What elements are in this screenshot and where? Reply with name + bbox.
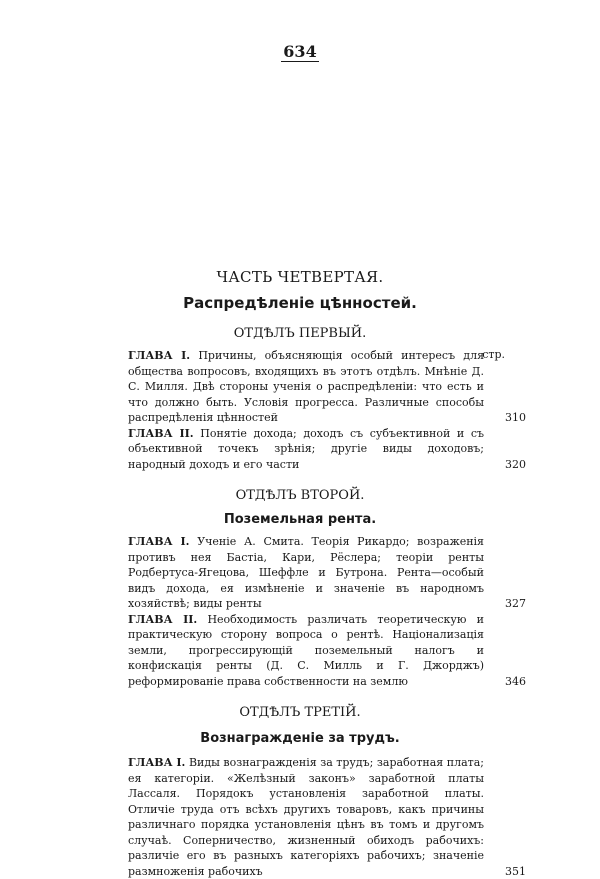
chapter-label: ГЛАВА II. [128,427,194,440]
section-title: ОТДѢЛЪ ПЕРВЫЙ. [0,324,600,344]
chapter-page-number: 346 [490,674,526,690]
chapter-label: ГЛАВА I. [128,535,190,548]
chapter-entry [128,534,484,612]
chapter-entry [128,348,484,426]
section-title: ОТДѢЛЪ ТРЕТІЙ. [0,703,600,723]
chapter-page-number: 327 [490,596,526,612]
chapter-entry [128,612,484,690]
chapter-description: Ученіе А. Смита. Теорія Рикардо; возраженія противъ нея Бастіа, Кари, Рёслера; теоріи ренты Родбертуса-Ягецова, Шеффле и Бутрона. Рента—особый видъ дохода, ея измѣненіе и значеніе въ народномъ хозяйствѣ; виды ренты [128,535,484,610]
table-of-contents [0,266,600,879]
chapter-label: ГЛАВА I. [128,756,185,769]
chapter-page-number: 320 [490,457,526,473]
chapter-description: Причины, объясняющія особый интересъ для общества вопросовъ, входящихъ въ этотъ отдѣлъ. Мнѣніе Д. С. Милля. Двѣ стороны ученія о распредѣленіи: что есть и что должно быть. Условія прогресса. Различные способы распредѣленія цѣнностей [128,349,484,424]
section-third [0,703,600,879]
section-second [0,486,600,689]
chapter-entry [128,426,484,473]
section-subtitle: Поземельная рента. [0,510,600,530]
chapter-label: ГЛАВА II. [128,613,197,626]
section-title: ОТДѢЛЪ ВТОРОЙ. [0,486,600,506]
page-number: 634 [0,42,600,61]
chapter-description: Понятіе дохода; доходъ съ субъективной и съ объективной точекъ зрѣнія; другіе виды доходовъ; народный доходъ и его части [128,427,484,471]
chapter-entry [128,755,484,879]
part-title: ЧАСТЬ ЧЕТВЕРТАЯ. [0,266,600,288]
section-subtitle: Вознагражденіе за трудъ. [0,729,600,749]
chapter-description: Необходимость различать теоретическую и практическую сторону вопроса о рентѣ. Націонализація земли, прогрессирующій поземельный налогъ и конфискація ренты (Д. С. Милль и Г. Джорджъ) реформированіе права собственности на землю [128,613,484,688]
chapter-page-number: 310 [490,410,526,426]
part-subtitle: Распредѣленіе цѣнностей. [0,292,600,314]
chapter-description: Виды вознагражденія за трудъ; заработная плата; ея категоріи. «Желѣзный законъ» заработной платы Лассаля. Порядокъ установленія заработной платы. Отличіе труда отъ всѣхъ другихъ товаровъ, какъ причины различнаго порядка установленія цѣнъ въ томъ и другомъ случаѣ. Соперничество, жизненный обиходъ рабочихъ: различіе его въ разныхъ категоріяхъ рабочихъ; значеніе размноженія рабочихъ [128,756,484,878]
page-column-label: стр. [482,348,505,361]
chapter-page-number: 351 [490,864,526,879]
chapter-label: ГЛАВА I. [128,349,190,362]
section-first [0,324,600,472]
